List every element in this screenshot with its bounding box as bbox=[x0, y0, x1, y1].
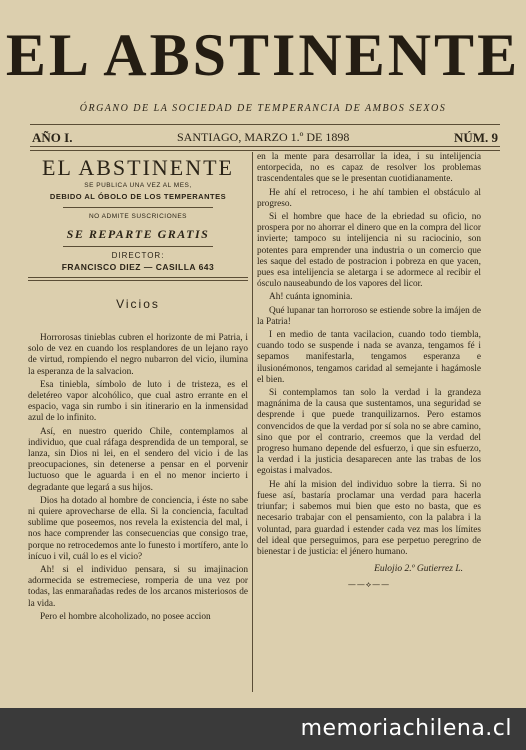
article-paragraph: Pero el hombre alcoholizado, no posee accion bbox=[40, 611, 211, 622]
article-paragraph: Si el hombre que hace de la ebriedad su oficio, no prospera por no ahorrar el dinero que en la compra del licor invierte; tampoco su intelijencia ni su raciocinio, son potentes para emprender una industria o un comercio que les saque del estado de postracion i pobreza en que yacen, pues esa intelijencia se aletarga i se adormece al recibir el ósculo nauseabundo de los vapores del licor. bbox=[257, 212, 481, 290]
column-divider bbox=[252, 152, 253, 692]
issue-line bbox=[32, 130, 498, 146]
footer-brand[interactable]: memoriachilena.cl bbox=[300, 716, 512, 741]
article-paragraph: Ah! cuánta ignominia. bbox=[269, 292, 353, 303]
issue-place-date: SANTIAGO, MARZO 1.º DE 1898 bbox=[177, 130, 350, 144]
box-bottom-rule bbox=[28, 277, 248, 281]
article-paragraph: He ahí el retroceso, i he ahí tambien el obstáculo al progreso. bbox=[257, 187, 481, 209]
box-subscriptions: NO ADMITE SUSCRICIONES bbox=[88, 213, 188, 220]
article-paragraph: I en medio de tanta vacilacion, cuando todo tiembla, cuando todo se suspende i nada se avanza, tengamos fé i sepamos manifestarla, tengamos esperanza e ilusionémonos, tengamos caridad al semejante i hagámosle el bien. bbox=[257, 330, 481, 385]
article-paragraph: Qué lupanar tan horroroso se estiende sobre la imájen de la Patria! bbox=[257, 305, 481, 327]
article-paragraph: Dios ha dotado al hombre de conciencia, i éste no sabe ni quiere aprovecharse de ella. Si la conciencia, facultad sublime que poseemos, nos revela la existencia del mal, i nos hace comprender las consecuencias que consigo trae, porque no retrocedemos ante lo funesto i mortífero, ante lo inícuo i vil, cuál lo es el vicio? bbox=[28, 495, 248, 562]
issue-year: AÑO I. bbox=[32, 130, 73, 145]
box-frequency: SE PUBLICA UNA VEZ AL MES, bbox=[84, 182, 192, 189]
article-signature: Eulojio 2.º Gutierrez L. bbox=[374, 564, 463, 575]
article-paragraph: Así, en nuestro querido Chile, contemplamos al individuo, que cual ráfaga desprendida de un temporal, se lanza, sin Dios ni lei, en el sendero del vicio i de las preocupaciones, sin detenerse a pensar en el porvenir luctuoso que le aguarda i en el no menor incierto i degradante que legará a sus hijos. bbox=[28, 426, 248, 493]
footer-bar bbox=[0, 708, 526, 750]
article-paragraph: He ahí la mision del individuo sobre la tierra. Si no fuese así, bastaría proclamar una verdad para hacerla triunfar; i sabemos mui bien que esto no basta, que es necesario trabajar con el pensamiento, con la palabra i la voluntad, para guardad i estender cada vez mas los límites del ideal que perseguimos, para ese perpetuo peregrino de bienestar i de justicia: el jénero humano. bbox=[257, 479, 481, 557]
article-paragraph: en la mente para desarrollar la idea, i su intelijencia entorpecida, no es capaz de resolver los problemas trascendentales que se le presentan cuotidianamente. bbox=[257, 152, 481, 185]
article-body-left bbox=[28, 333, 248, 623]
article-paragraph: Esa tiniebla, símbolo de luto i de tristeza, es el deletéreo vapor alcohólico, que cual astro errante en el espacio, vaga sin rumbo i sin itinerario en la inmensidad azul de lo infinito. bbox=[28, 379, 248, 424]
article-paragraph: Si contemplamos tan solo la verdad i la grandeza magnánima de la causa que sustentamos, una seguridad se desprende i que puede tranquilizarnos. Pero estamos convencidos de que la verdad por sí sola no se abre camino, sino que por el contrario, creemos que la verdad del progreso humano depende del esfuerzo, i que sin esfuerzo, la verdad i la justicia desaparecen ante las trabas de los egoistas i malvados. bbox=[257, 388, 481, 477]
director-label: DIRECTOR: bbox=[111, 251, 165, 260]
article-paragraph: Ah! si el individuo pensara, si su imajinacion adormecida se estremeciese, romperia de una vez por todas, las enmarañadas redes de los arcanos misteriosos de la vida. bbox=[28, 565, 248, 609]
director-name: FRANCISCO DIEZ — CASILLA 643 bbox=[61, 262, 215, 272]
ornament-divider: ——⟡—— bbox=[347, 580, 391, 590]
box-divider bbox=[63, 207, 213, 208]
box-funding: DEBIDO AL ÓBOLO DE LOS TEMPERANTES bbox=[49, 192, 227, 201]
article-paragraph: Horrorosas tinieblas cubren el horizonte de mi Patria, i solo de vez en cuando los resplandores de un lejano rayo de virtud, rompiendo el negro nubarron del vicio, ilumina la esperanza de la salvacion. bbox=[28, 333, 248, 377]
right-column bbox=[257, 152, 481, 590]
article-title: Vicios bbox=[116, 297, 160, 311]
box-free-distribution: SE REPARTE GRATIS bbox=[66, 227, 210, 241]
box-divider-2 bbox=[63, 246, 213, 247]
box-title: EL ABSTINENTE bbox=[42, 155, 234, 180]
masthead-subtitle: ÓRGANO DE LA SOCIEDAD DE TEMPERANCIA DE AMBOS SEXOS bbox=[79, 103, 447, 114]
top-rule bbox=[30, 124, 500, 125]
left-column bbox=[28, 152, 248, 625]
masthead-title: EL ABSTINENTE bbox=[5, 22, 521, 88]
article-body-right bbox=[257, 152, 481, 558]
issue-number: NÚM. 9 bbox=[453, 130, 498, 145]
double-rule bbox=[30, 146, 500, 151]
